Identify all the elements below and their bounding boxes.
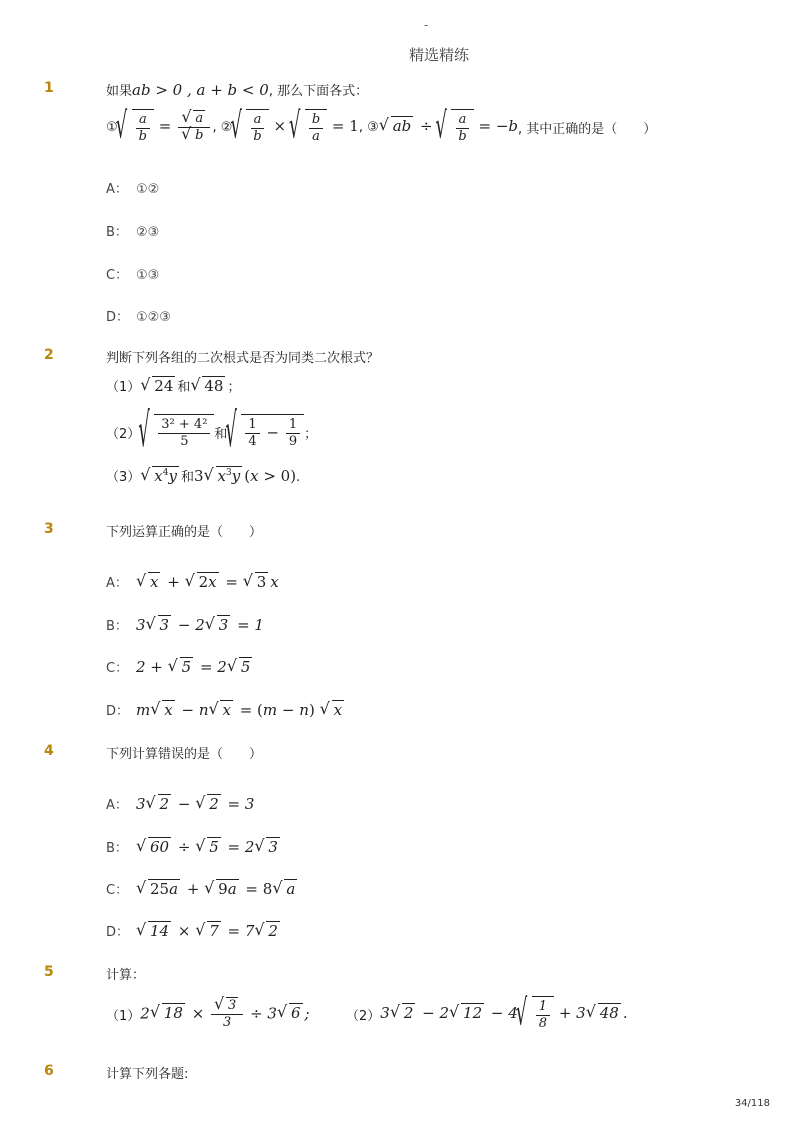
question-number-2: 2 [44,347,54,363]
q4-option-d[interactable]: D：√ 14 × √ 7 = 7√ 2 [106,921,282,940]
question-1-formulas: ① √ $\frac{a}{b}$ = √ a √ b , ② √ $\frac{a}{b}$ × √ $\frac{b}{a}$ = 1 , ③ √ ab ÷ √ $\frac{a}{b}$ = −b , 其中正确的是（ ） [106,104,656,150]
q3-option-d[interactable]: D： m√ x − n√ x = (m − n) √ x [106,700,346,719]
question-2-text: 判断下列各组的二次根式是否为同类二次根式？ [106,351,380,366]
question-number-4: 4 [44,743,54,759]
q1-option-a[interactable]: A： ①② [106,182,160,197]
page-title: 精选精练 [408,46,469,64]
q3-option-a[interactable]: A：√ x + √ 2x = √ 3 x [106,572,279,591]
q4-option-a[interactable]: A： 3√ 2 − √ 2 = 3 [106,794,254,813]
question-number-3: 3 [44,521,54,537]
q4-option-c[interactable]: C：√ 25a + √ 9a = 8√ a [106,879,299,898]
q3-option-c[interactable]: C： 2 + √ 5 = 2√ 5 [106,657,254,676]
q3-option-b[interactable]: B： 3√ 3 − 2√ 3 = 1 [106,615,264,634]
question-number-6: 6 [44,1063,54,1079]
question-1-intro: 如果ab > 0 , a + b < 0, 那么下面各式： [106,81,369,99]
q4-option-b[interactable]: B：√ 60 ÷ √ 5 = 2√ 3 [106,837,282,856]
question-5-part-1: （1） 2√ 18 × √ $\frac{3}{3}$ ÷ 3√ 6 ; [106,990,310,1038]
question-2-part-3: （3）√ $x^4y$ 和3√ $x^3y$ (x > 0). [106,466,300,485]
question-2-part-2: （2） √ $\frac{\text{3² + 4²}}{5}$ 和 √ $\frac{1}{4}$ − $\frac{1}{9}$ ； [106,404,317,460]
q1-option-b[interactable]: B： ②③ [106,225,160,240]
question-5-text: 计算： [106,968,146,983]
question-5-part-2: （2） 3√ 2 − 2√ 12 − 4 √ $\frac{1}{8}$ + 3√ 48 . [346,990,628,1038]
page-number: 34/118 [734,1098,770,1109]
q1-option-c[interactable]: C： ①③ [106,268,160,283]
question-2-part-1: （1）√ 24 和√ 48 ； [106,376,241,395]
question-number-1: 1 [44,80,54,96]
q1-option-d[interactable]: D： ①②③ [106,310,171,325]
question-6-text: 计算下列各题: [106,1067,189,1082]
question-4-text: 下列计算错误的是（ ） [106,747,263,762]
question-3-text: 下列运算正确的是（ ） [106,525,263,540]
question-number-5: 5 [44,964,54,980]
header-dash: - [424,18,429,32]
